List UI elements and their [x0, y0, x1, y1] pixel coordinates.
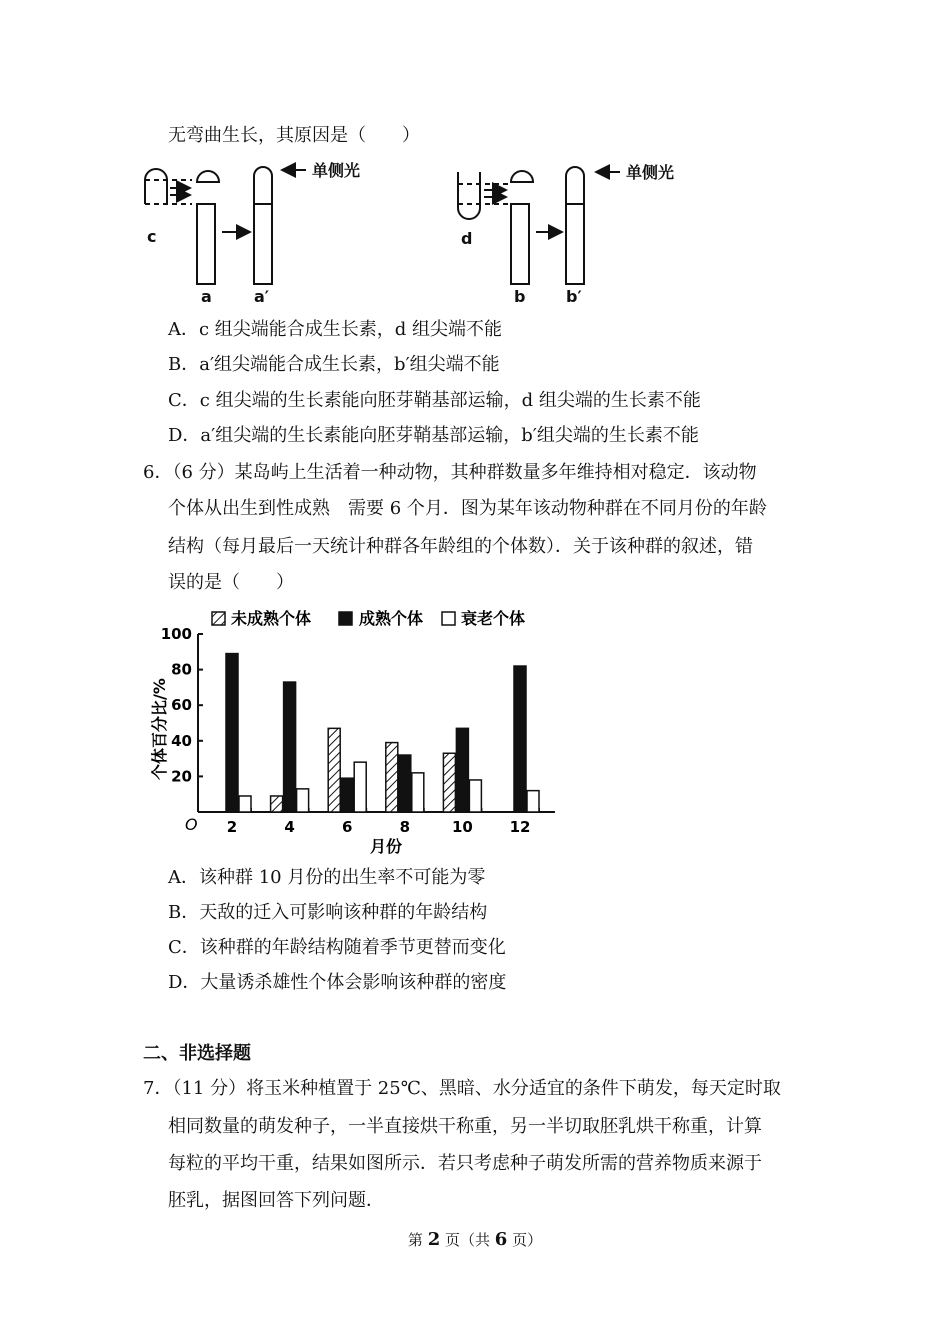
coleoptile-a	[197, 204, 215, 284]
light-label-1: 单侧光	[312, 161, 361, 180]
label-a: a	[201, 287, 212, 306]
bar-hollow-12	[527, 791, 539, 812]
y-tick-label: 20	[171, 767, 192, 786]
tip-d-shape	[458, 172, 480, 219]
bar-hollow-4	[297, 789, 309, 812]
coleoptile-b	[511, 204, 529, 284]
light-label-2: 单侧光	[626, 163, 675, 182]
legend-label-senescent: 衰老个体	[461, 609, 526, 628]
tip-c-shape	[145, 169, 167, 204]
bar-solid-8	[399, 755, 411, 812]
x-tick-label: 10	[451, 818, 473, 836]
label-d: d	[461, 229, 473, 248]
legend-swatch-immature	[212, 612, 225, 625]
x-tick-label: 12	[509, 818, 531, 836]
q5-coleoptile-figure	[0, 152, 700, 312]
y-axis-label: 个体百分比/%	[150, 678, 169, 780]
label-c: c	[147, 227, 157, 246]
q6-stem-line-4: 误的是（ ）	[168, 572, 294, 593]
x-tick-label: 4	[284, 818, 295, 836]
y-tick-label: 60	[171, 696, 192, 715]
bar-hollow-8	[412, 773, 424, 812]
q6-stem-line-3: 结构（每月最后一天统计种群各年龄组的个体数）．关于该种群的叙述，错	[168, 536, 753, 557]
origin-label: O	[185, 815, 198, 834]
label-b-prime: b′	[566, 287, 582, 306]
q7-stem-line-3: 每粒的平均干重，结果如图所示．若只考虑种子萌发所需的营养物质来源于	[168, 1153, 762, 1174]
footer-middle: 页（共	[440, 1231, 495, 1249]
bar-hatched-10	[443, 753, 455, 812]
q5-option-a: A．c 组尖端能合成生长素，d 组尖端不能	[168, 319, 503, 340]
q7-stem-line-4: 胚乳，据图回答下列问题．	[168, 1190, 384, 1211]
footer-total-pages: 6	[494, 1229, 508, 1250]
q7-stem-line-2: 相同数量的萌发种子，一半直接烘干称重，另一半切取胚乳烘干称重，计算	[168, 1116, 762, 1137]
x-tick-label: 8	[399, 818, 411, 836]
y-tick-label: 80	[171, 660, 192, 679]
bar-solid-10	[456, 728, 468, 812]
q5-option-c: C．c 组尖端的生长素能向胚芽鞘基部运输，d 组尖端的生长素不能	[168, 390, 701, 411]
legend-label-mature: 成熟个体	[359, 609, 424, 628]
footer-suffix: 页）	[507, 1231, 543, 1249]
label-b: b	[514, 287, 526, 306]
footer-page-number: 2	[427, 1229, 441, 1250]
x-axis-label: 月份	[370, 837, 403, 856]
age-structure-bar-chart	[135, 600, 565, 860]
bar-solid-4	[284, 682, 296, 812]
x-tick-label: 2	[226, 818, 238, 836]
q6-option-a: A．该种群 10 月份的出生率不可能为零	[168, 867, 486, 888]
label-a-prime: a′	[254, 287, 270, 306]
bar-hollow-2	[239, 796, 251, 812]
bar-hatched-4	[271, 796, 283, 812]
x-tick-label: 6	[341, 818, 353, 836]
q6-stem-line-1: 6．（6 分）某岛屿上生活着一种动物，其种群数量多年维持相对稳定．该动物	[143, 462, 757, 483]
page-footer	[0, 1228, 950, 1252]
legend-swatch-senescent	[442, 612, 455, 625]
y-tick-label: 40	[171, 731, 192, 750]
q6-stem-line-2: 个体从出生到性成熟 需要 6 个月．图为某年该动物种群在不同月份的年龄	[168, 498, 767, 519]
legend-label-immature: 未成熟个体	[231, 609, 312, 628]
bar-hatched-8	[386, 743, 398, 812]
bar-hollow-10	[469, 780, 481, 812]
q7-stem-line-1: 7．（11 分）将玉米种植置于 25℃、黑暗、水分适宜的条件下萌发，每天定时取	[143, 1078, 781, 1099]
q5-option-d: D．a′组尖端的生长素能向胚芽鞘基部运输，b′组尖端的生长素不能	[168, 425, 699, 446]
coleoptile-a-prime	[254, 167, 272, 284]
q6-option-d: D．大量诱杀雄性个体会影响该种群的密度	[168, 972, 507, 993]
bar-solid-2	[226, 654, 238, 812]
y-tick-label: 100	[160, 625, 192, 643]
q6-option-b: B．天敌的迁入可影响该种群的年龄结构	[168, 902, 488, 923]
q6-option-c: C．该种群的年龄结构随着季节更替而变化	[168, 937, 506, 958]
section-2-title: 二、非选择题	[143, 1043, 251, 1064]
q5-option-b: B．a′组尖端能合成生长素，b′组尖端不能	[168, 354, 500, 375]
footer-prefix: 第	[407, 1231, 428, 1249]
chart-legend	[212, 609, 525, 628]
bar-hollow-6	[354, 762, 366, 812]
q5-stem-tail: 无弯曲生长，其原因是（ ）	[168, 125, 420, 146]
bar-solid-12	[514, 666, 526, 812]
bar-solid-6	[341, 778, 353, 812]
coleoptile-b-prime	[566, 167, 584, 284]
bar-hatched-6	[328, 728, 340, 812]
legend-swatch-mature	[339, 612, 352, 625]
